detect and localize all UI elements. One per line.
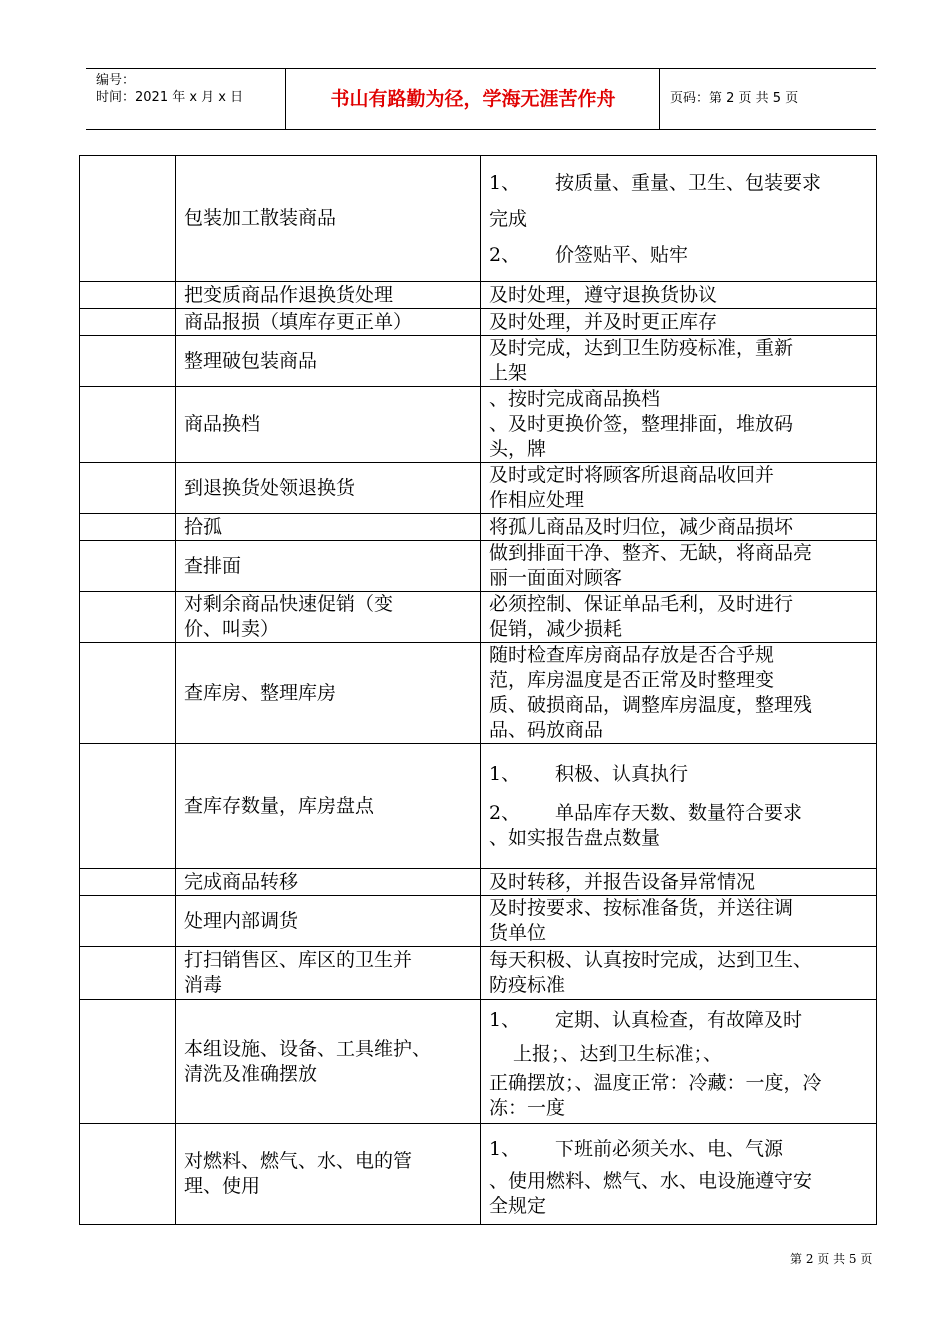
requirement-cell: 必须控制、保证单品毛利，及时进行 促销，减少损耗: [481, 592, 877, 643]
task-table: [79, 155, 877, 1225]
table-row: [80, 282, 877, 309]
page-header: [86, 68, 876, 130]
task-cell: 查库存数量，库房盘点: [176, 744, 481, 869]
page-footer: 第 2 页 共 5 页: [790, 1252, 873, 1266]
table-row: [80, 1000, 877, 1124]
table-row: [80, 947, 877, 1000]
header-meta: [86, 69, 286, 129]
requirement-cell: 及时处理，并及时更正库存: [481, 309, 877, 336]
table-row: [80, 744, 877, 869]
requirement-cell: 及时处理，遵守退换货协议: [481, 282, 877, 309]
requirement-cell: 每天积极、认真按时完成，达到卫生、 防疫标准: [481, 947, 877, 1000]
table-row: [80, 514, 877, 541]
table-row: [80, 896, 877, 947]
header-page-info: 页码：第 2 页 共 5 页: [670, 91, 799, 106]
task-cell: 包装加工散装商品: [176, 156, 481, 282]
task-cell: 商品换档: [176, 387, 481, 463]
task-cell: 把变质商品作退换货处理: [176, 282, 481, 309]
table-row: [80, 541, 877, 592]
blank-cell: [80, 156, 176, 282]
date-label: 时间：2021 年 x 月 x 日: [96, 90, 244, 105]
requirement-cell: 及时或定时将顾客所退商品收回并 作相应处理: [481, 463, 877, 514]
table-row: [80, 156, 877, 282]
table-row: [80, 869, 877, 896]
requirement-cell: 、按时完成商品换档 、及时更换价签，整理排面，堆放码 头，牌: [481, 387, 877, 463]
table-row: [80, 643, 877, 744]
requirement-cell: 及时按要求、按标准备货，并送往调 货单位: [481, 896, 877, 947]
requirement-cell: 1、 定期、认真检查，有故障及时 上报；、达到卫生标准；、 正确摆放；、温度正常：冷藏：一度，冷 冻：一度: [481, 1000, 877, 1124]
requirement-cell: 将孤儿商品及时归位，减少商品损坏: [481, 514, 877, 541]
table-row: [80, 463, 877, 514]
requirement-cell: 1、 下班前必须关水、电、气源 、使用燃料、燃气、水、电设施遵守安 全规定: [481, 1124, 877, 1225]
task-cell: 商品报损（填库存更正单）: [176, 309, 481, 336]
table-row: [80, 336, 877, 387]
table-row: [80, 1124, 877, 1225]
task-cell: 对剩余商品快速促销（变 价、叫卖）: [176, 592, 481, 643]
task-cell: 对燃料、燃气、水、电的管 理、使用: [176, 1124, 481, 1225]
task-cell: 本组设施、设备、工具维护、 清洗及准确摆放: [176, 1000, 481, 1124]
task-cell: 打扫销售区、库区的卫生并 消毒: [176, 947, 481, 1000]
requirement-cell: 及时转移，并报告设备异常情况: [481, 869, 877, 896]
task-cell: 整理破包装商品: [176, 336, 481, 387]
requirement-cell: 1、 积极、认真执行 2、 单品库存天数、数量符合要求 、如实报告盘点数量: [481, 744, 877, 869]
task-cell: 处理内部调货: [176, 896, 481, 947]
header-motto: 书山有路勤为径，学海无涯苦作舟: [287, 69, 660, 129]
requirement-cell: 做到排面干净、整齐、无缺，将商品亮 丽一面面对顾客: [481, 541, 877, 592]
requirement-cell: 1、 按质量、重量、卫生、包装要求 完成 2、 价签贴平、贴牢: [481, 156, 877, 282]
table-row: [80, 387, 877, 463]
table-row: [80, 309, 877, 336]
task-cell: 到退换货处领退换货: [176, 463, 481, 514]
task-cell: 拾孤: [176, 514, 481, 541]
requirement-cell: 随时检查库房商品存放是否合乎规 范，库房温度是否正常及时整理变 质、破损商品，调整库房温度，整理残 品、码放商品: [481, 643, 877, 744]
serial-label: 编号：: [96, 73, 136, 88]
task-cell: 查库房、整理库房: [176, 643, 481, 744]
task-cell: 查排面: [176, 541, 481, 592]
task-cell: 完成商品转移: [176, 869, 481, 896]
table-row: [80, 592, 877, 643]
requirement-cell: 及时完成，达到卫生防疫标准，重新 上架: [481, 336, 877, 387]
